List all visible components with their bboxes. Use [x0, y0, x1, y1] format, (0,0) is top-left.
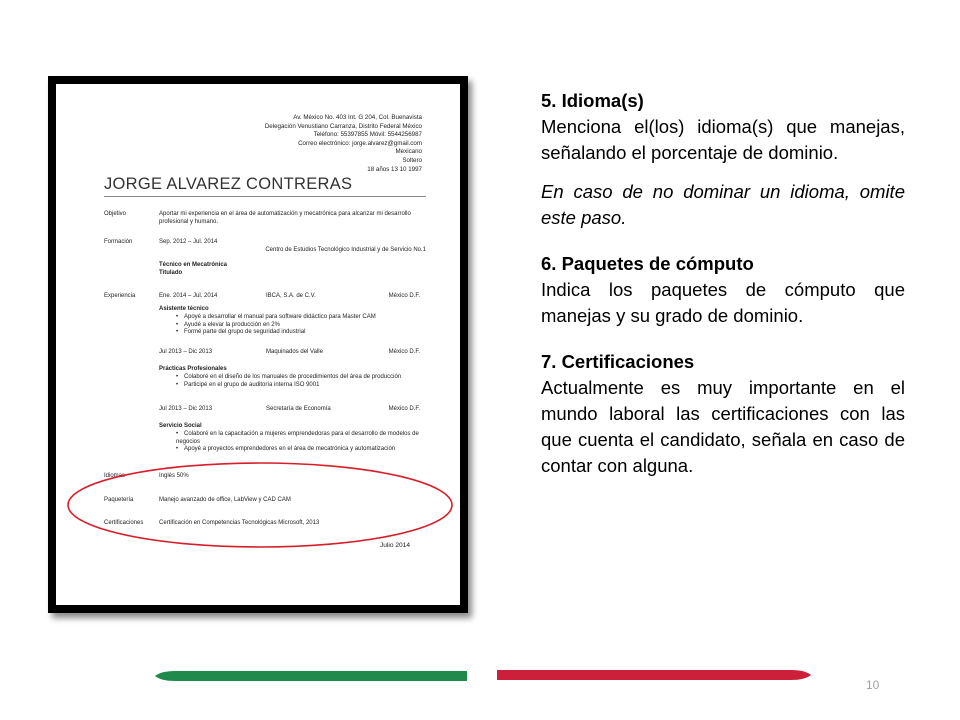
cv-address-line: Delegación Venustiano Carranza, Distrito Federal México	[264, 122, 422, 130]
instructions-column	[541, 88, 905, 479]
cv-exp3-bullets	[176, 431, 426, 454]
cv-exp2-bullets	[176, 374, 426, 389]
idioma-note: En caso de no dominar un idioma, omite este paso.	[541, 181, 905, 228]
highlight-ellipse-shape	[68, 463, 452, 547]
cv-address-line: 18 años 13 10 1997	[367, 165, 422, 173]
cv-exp2-role: Prácticas Profesionales	[159, 366, 227, 372]
red-bar-shape	[497, 670, 811, 680]
cv-formacion-dates: Sep. 2012 – Jul. 2014	[159, 239, 218, 245]
cv-formacion-degree: Técnico en Mecatrónica	[159, 262, 228, 268]
cv-paqueteria-label: Paquetería	[104, 497, 134, 503]
cv-bullet: • Colaboré en la capacitación a mujeres emprendedoras para el desarrollo de modelos de negocios	[176, 431, 426, 446]
cv-address-block	[265, 114, 422, 174]
cv-formacion-school: Centro de Estudios Tecnológico Industrial y de Servicio No.1	[265, 247, 426, 253]
cv-bullet: • Participé en el grupo de auditoría interna ISO 9001	[176, 382, 426, 390]
cv-address-line: Mexicano	[395, 148, 422, 156]
green-bar-shape	[155, 671, 467, 681]
cv-idiomas-text: Inglés 50%	[159, 473, 189, 479]
cv-exp1-role: Asistente técnico	[159, 306, 209, 312]
idioma-body: Menciona el(los) idioma(s) que manejas, señalando el porcentaje de dominio.	[541, 116, 905, 163]
cv-exp1-company: IBCA, S.A. de C.V.	[266, 293, 316, 299]
cv-bullet: • Colaboré en el diseño de los manuales de procedimientos del área de producción	[176, 374, 426, 382]
cv-objetivo-label: Objetivo	[104, 211, 127, 217]
cv-idiomas-label: Idiomas	[104, 473, 126, 479]
cv-objetivo-text: Aportar mi experiencia en el área de automatización y mecatrónica para alcanzar mi desarrollo profesional y humano.	[159, 211, 411, 225]
cert-heading: 7. Certificaciones	[541, 351, 695, 372]
cv-exp1-place: México D.F.	[388, 293, 420, 299]
cv-exp3-place: México D.F.	[388, 406, 420, 412]
cv-formacion-status: Titulado	[159, 270, 183, 276]
cv-name: JORGE ALVAREZ CONTRERAS	[104, 175, 353, 193]
cv-address-line: Correo electrónico: jorge.alvarez@gmail.com	[298, 139, 422, 147]
cv-bullet: • Formé parte del grupo de seguridad industrial	[176, 329, 426, 337]
cv-exp1-bullets	[176, 314, 426, 337]
cv-exp3-company: Secretaría de Economía	[266, 406, 331, 412]
cv-bullet: • Apoyé a desarrollar el manual para software didáctico para Master CAM	[176, 314, 426, 322]
paquetes-body: Indica los paquetes de cómputo que manejas y su grado de dominio.	[541, 279, 905, 326]
cv-date: Julio 2014	[379, 542, 410, 549]
idioma-heading: 5. Idioma(s)	[541, 90, 644, 111]
footer-green-bar	[155, 671, 467, 681]
highlight-ellipse	[60, 458, 460, 578]
cv-bullet: • Apoyé a proyectos emprendedores en el área de mecatrónica y automatización	[176, 446, 426, 454]
cv-exp3-role: Servicio Social	[159, 423, 202, 429]
paquetes-heading: 6. Paquetes de cómputo	[541, 253, 754, 274]
cv-divider	[104, 196, 426, 197]
footer-red-bar	[497, 670, 811, 680]
cv-exp1-dates: Ene. 2014 – Jul. 2014	[159, 293, 218, 299]
cv-bullet: • Ayudé a elevar la producción en 2%	[176, 322, 426, 330]
cert-body: Actualmente es muy importante en el mundo laboral las certificaciones con las que cuenta el candidato, señala en caso de contar con alguna.	[541, 377, 905, 476]
cv-exp2-company: Maquinados del Valle	[266, 349, 323, 355]
cv-exp2-place: México D.F.	[388, 349, 420, 355]
cv-exp3-dates: Jul 2013 – Dic 2013	[159, 406, 213, 412]
cv-certificaciones-label: Certificaciones	[104, 520, 144, 526]
cv-address-line: Soltero	[402, 156, 422, 164]
cv-certificaciones-text: Certificación en Competencias Tecnológicas Microsoft, 2013	[159, 520, 320, 526]
cv-exp2-dates: Jul 2013 – Dic 2013	[159, 349, 213, 355]
cv-address-line: Av. México No. 403 Int. G 204, Col. Buenavista	[293, 114, 422, 121]
cv-formacion-label: Formación	[104, 239, 133, 245]
cv-paqueteria-text: Manejo avanzado de office, LabView y CAD CAM	[159, 497, 291, 503]
cv-experiencia-label: Experiencia	[104, 293, 136, 299]
cv-address-line: Teléfono: 55397855 Móvil: 5544256987	[313, 131, 422, 139]
page-number: 10	[866, 678, 880, 692]
